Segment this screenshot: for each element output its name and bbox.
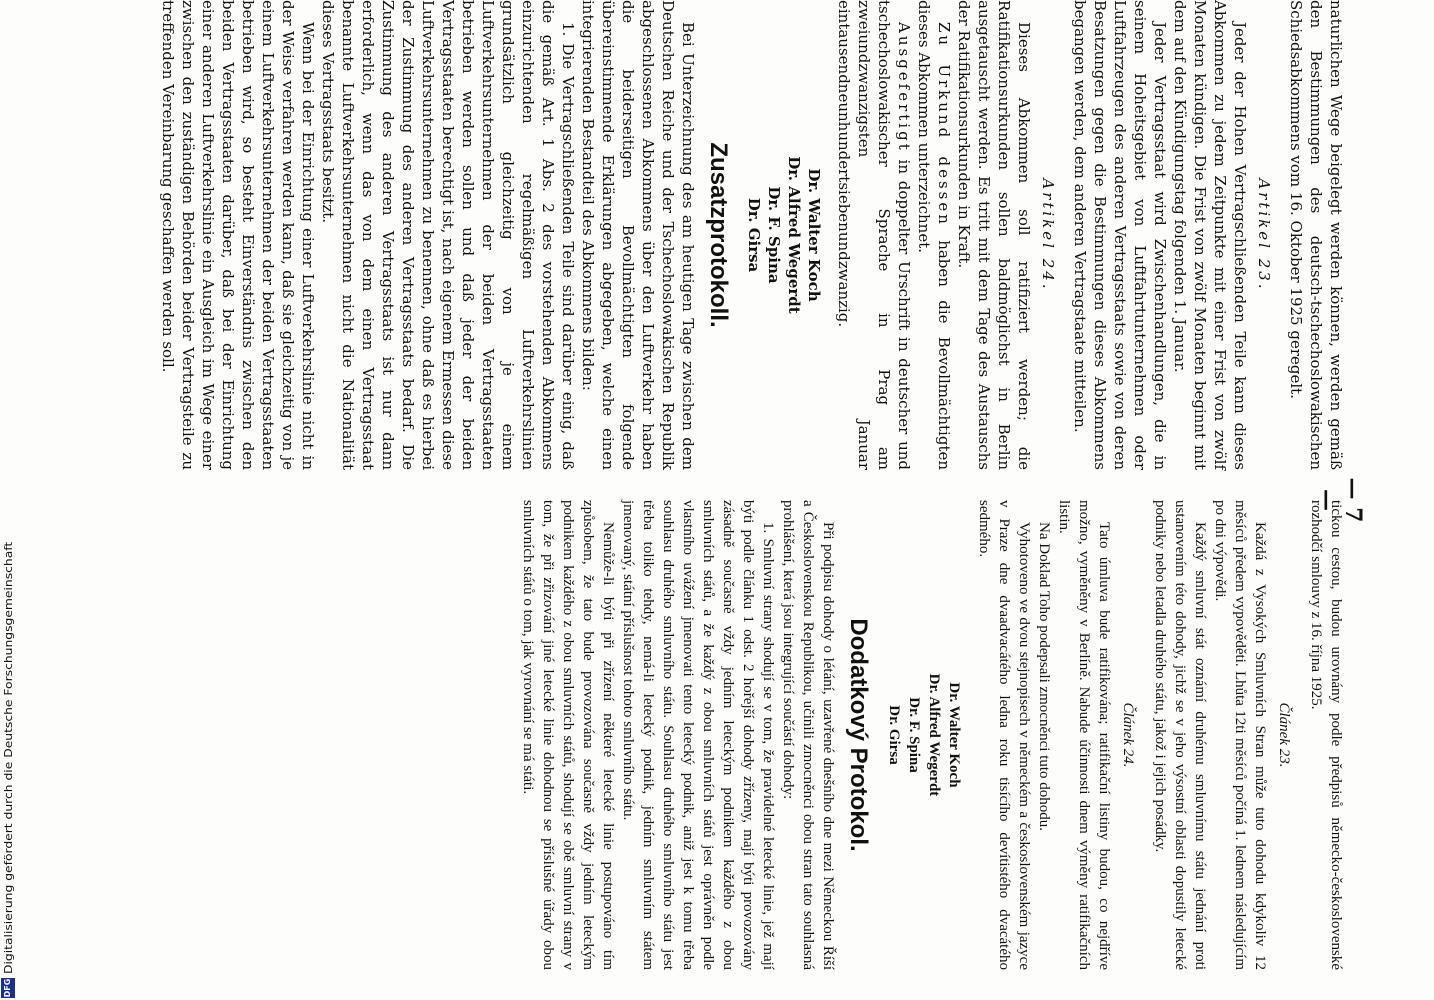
german-done-clause xyxy=(834,0,914,470)
german-protocol-paragraph-1: Bei Unterzeichnung des am heutigen Tage zwischen dem Deutschen Reiche und der Tschechoslowakischen Republik abgeschlossenen Abkommens über den Luftverkehr haben die beiderseitigen Bevollmächtigten folgende übereinstimmende Erklärungen abgegeben, welche einen integrierenden Bestandteil des Abkommens bilden: xyxy=(579,0,697,470)
german-protocol-title: Zusatzprotokoll. xyxy=(705,142,732,328)
german-protocol-paragraph-3: Wenn bei der Einrichtung einer Luftverkehrslinie nicht in der Weise verfahren werden kann, daß sie gleichzeitig von je einem Luftverkehrsunternehmen der beiden Vertragsstaaten betrieben wird, so besteht Einverständnis zwischen den beiden Vertragsstaaten darüber, daß bei der Einrichtung einer anderen Luftverkehrslinie ein Ausgleich im Wege einer zwischen den zuständigen Behörden beider Vertragsteile zu treffenden Vereinbarung geschaffen werden soll. xyxy=(159,0,317,470)
german-signer: Dr. Walter Koch xyxy=(805,168,823,302)
czech-signer: Dr. Walter Koch xyxy=(946,682,962,788)
german-witness-clause xyxy=(914,0,954,470)
german-done-lead: Ausgefertigt xyxy=(895,22,913,153)
czech-column xyxy=(518,500,1346,970)
czech-signatures xyxy=(884,500,964,970)
czech-article-23-paragraph-1: Každá z Vysokých Smluvních Stran může tuto dohodu kdykoliv 12 měsíců předem vypověděti. Lhůta 12ti měsíců počíná 1. lednem následujícím po dni výpovědi. xyxy=(1212,500,1268,970)
german-article-24-paragraph: Dieses Abkommen soll ratifiziert werden; die Ratifikationsurkunden sollen baldmöglichst in Berlin ausgetauscht werden. Es tritt mit dem Tage des Austauschs der Ratifikationsurkunden in Kraft. xyxy=(955,0,1033,470)
czech-intro: tickou cestou, budou urovnány podle předpisů německo-československé rozhodčí smlouvy z 16. října 1925. xyxy=(1308,500,1344,970)
german-protocol-paragraph-2: 1. Die Vertragschließenden Teile sind darüber einig, daß die gemäß Art. 1 Abs. 2 des vorstehenden Abkommens einzurichtenden regelmäßigen Luftverkehrslinien grundsätzlich gleichzeitig von je einem Luftverkehrsunternehmen der beiden Vertragsstaaten betrieben werden sollen und daß jeder der beiden Vertragsstaaten berechtigt ist, nach eigenem Ermessen diese Luftverkehrsunternehmen zu benennen, ohne daß es hierbei der Zustimmung des anderen Vertragsstaats bedarf. Die Zustimmung des anderen Vertragsstaats ist nur dann erforderlich, wenn das von dem einen Vertragsstaat benannte Luftverkehrsunternehmen nicht die Nationalität dieses Vertragsstaats besitzt. xyxy=(319,0,577,470)
german-article-24-heading: Artikel 24. xyxy=(1039,178,1057,292)
german-column xyxy=(158,0,1346,470)
czech-protocol-paragraph-2: 1. Smluvní strany shodují se v tom, že pravidelné letecké linie, jež mají býti podle článku 1 odst. 2 hořejší dohody zřízeny, mají býti provozovány zásadně současně vždy jedním leteckým podnikem každého z obou smluvních států, a že každý z obou smluvních států jest oprávněn podle vlastního uvážení jmenovati tento letecký podnik, aniž jest k tomu třeba souhlasu druhého smluvního státu. Souhlasu druhého smluvního státu jest třeba toliko tehdy, nemá-li letecký podnik, jedním smluvním státem jmenovaný, státní příslušnost tohoto smluvního státu. xyxy=(620,500,776,970)
german-witness-lead: Zu Urkund dessen xyxy=(935,22,953,227)
german-signer: Dr. Girsa xyxy=(745,197,763,273)
czech-article-23-heading: Článek 23. xyxy=(1276,702,1292,768)
czech-signer: Dr. Girsa xyxy=(886,705,902,765)
czech-article-23-paragraph-2: Každý smluvní stát oznámí druhému smluvnímu státu jednání proti ustanovením této dohody, jichž se v jeho výsostní oblasti dopustily letecké podniky nebo letadla druhého státu, jakož i jejich posádky. xyxy=(1152,500,1208,970)
czech-signer: Dr. F. Spina xyxy=(906,697,922,773)
german-article-23-paragraph-2: Jeder Vertragsstaat wird Zwischenhandlungen, die in seinem Hoheitsgebiet von Luftfahrtunternehmen oder Luftfahrzeugen des anderen Vertragsstaats sowie von deren Besatzungen gegen die Bestimmungen dieses Abkommens begangen werden, dem anderen Vertragstaate mitteilen. xyxy=(1071,0,1169,470)
czech-protocol-paragraph-3: Nemůže-li býti při zřízení některé letecké linie postupováno tím způsobem, že tato bude provozována současně vždy jedním leteckým podnikem každého z obou smluvních států, shodují se obě smluvní strany v tom, že při zřizování jiné letecké linie dohodnou se příslušné úřady obou smluvních států o tom, jak vyrovnání se má státi. xyxy=(520,500,616,970)
czech-protocol-paragraph-1: Při podpisu dohody o létání, uzavřené dnešního dne mezi Německou Říší a Československou Republikou, učinili zmocněnci obou stran tato souhlasná prohlášení, která jsou integrující součástí dohody: xyxy=(780,500,836,970)
german-article-23-heading: Artikel 23. xyxy=(1255,178,1273,292)
dfg-logo: DFG xyxy=(1,978,15,998)
german-signatures xyxy=(744,0,824,470)
german-article-23-paragraph-1: Jeder der Hohen Vertragschließenden Teile kann dieses Abkommen zu jedem Zeitpunkte mit einer Frist von zwölf Monaten kündigen. Die Frist von zwölf Monaten beginnt mit dem auf den Kündigungstag folgenden 1. Januar. xyxy=(1171,0,1249,470)
page-number: — 7 — xyxy=(1314,477,1366,523)
digitization-credit: Digitalisierung gefördert durch die Deutsche Forschungsgemeinschaft xyxy=(2,541,15,974)
czech-witness-clause: Na Doklad Toho podepsali zmocněnci tuto dohodu. xyxy=(1036,522,1052,832)
czech-protocol-title: Dodatkový Protokol. xyxy=(845,618,872,852)
czech-article-24-paragraph: Tato úmluva bude ratifikována; ratifikační listiny budou, co nejdříve možno, vyměněny v Berlíně. Nabude účinnosti dnem výměny ratifikačních listin. xyxy=(1056,500,1112,970)
digitization-footer xyxy=(0,0,20,1000)
czech-signer: Dr. Alfred Wegerdt xyxy=(926,673,942,797)
german-signer: Dr. F. Spina xyxy=(765,186,783,284)
czech-done-clause: Vyhotoveno ve dvou stejnopisech v německém a československém jazyce v Praze dne dvaadvacátého ledna roku tisícího devítistého dvacátého sedmého. xyxy=(976,500,1032,970)
german-signer: Dr. Alfred Wegerdt xyxy=(785,156,803,314)
german-done-rest: in doppelter Urschrift in deutscher und tschechoslowakischer Sprache in Prag am zweiundzwanzigsten Januar eintausendneunhundertsiebenundzwanzig. xyxy=(835,0,913,470)
czech-article-24-heading: Článek 24. xyxy=(1120,702,1136,768)
german-intro: naturlichen Wege beigelegt werden können, werden gemäß den Bestimmungen des deutsch-tschechoslowakischen Schiedsabkommens vom 16. Oktober 1925 geregelt. xyxy=(1287,0,1345,470)
german-witness-rest: haben die Bevollmächtigten dieses Abkommen unterzeichnet. xyxy=(915,0,953,471)
